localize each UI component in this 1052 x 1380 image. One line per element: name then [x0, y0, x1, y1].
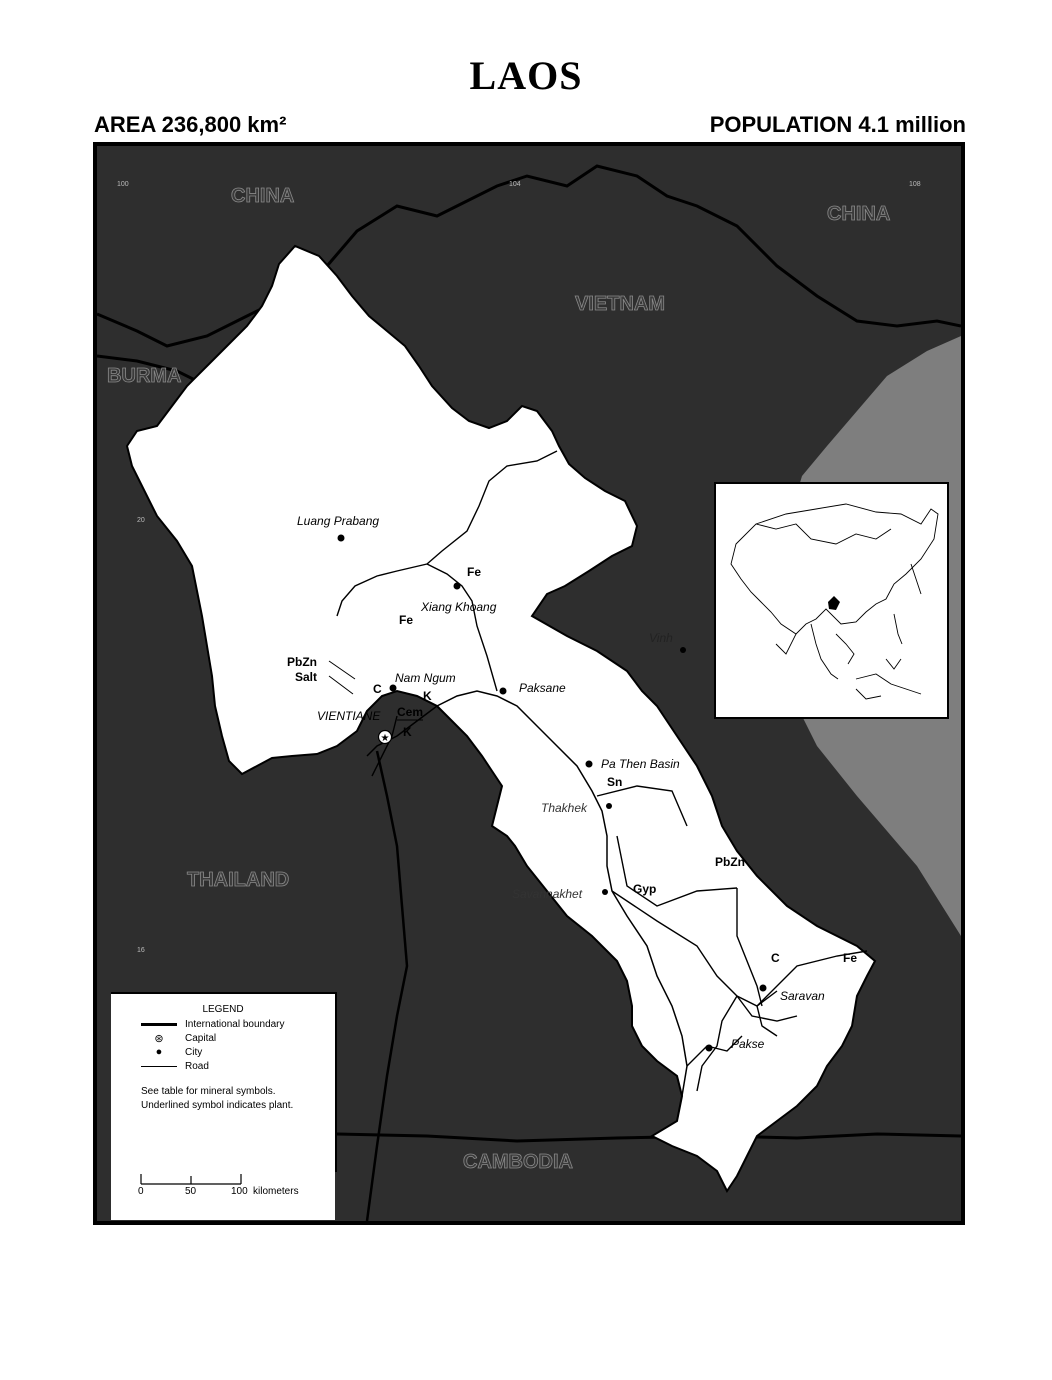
country-vietnam: VIETNAM	[575, 293, 665, 315]
mineral-fe-xiang: Fe	[399, 613, 414, 627]
legend-item-capital	[141, 1032, 216, 1044]
city-dot-nam-ngum	[390, 685, 397, 692]
city-saravan: Saravan	[780, 989, 825, 1003]
mineral-fe-east: Fe	[843, 951, 858, 965]
area-stat	[94, 112, 286, 138]
city-dot-savannakhet	[602, 889, 608, 895]
mineral-c-nam: C	[373, 682, 382, 696]
city-dot-vinh	[680, 647, 686, 653]
area-value: 236,800 km²	[161, 112, 287, 137]
city-nam-ngum: Nam Ngum	[395, 671, 456, 685]
legend-title: LEGEND	[202, 1004, 244, 1015]
capital-icon: ⊛	[154, 1032, 164, 1045]
country-cambodia: CAMBODIA	[463, 1151, 573, 1173]
map-frame	[93, 142, 965, 1225]
city-dot-icon: ●	[155, 1046, 163, 1058]
coord-108: 108	[909, 181, 921, 188]
country-thailand: THAILAND	[187, 869, 290, 891]
legend	[111, 992, 337, 1172]
city-dot-saravan	[760, 985, 767, 992]
scale-tick-100: 100	[231, 1186, 248, 1197]
country-burma: BURMA	[107, 365, 182, 387]
scale-unit: kilometers	[253, 1186, 299, 1197]
population-value: 4.1 million	[858, 112, 966, 137]
population-stat	[710, 112, 966, 138]
road-swatch	[141, 1066, 177, 1067]
mineral-sn: Sn	[607, 775, 623, 789]
city-dot-pakse	[706, 1045, 713, 1052]
legend-note-plant: Underlined symbol indicates plant.	[141, 1100, 294, 1111]
legend-item-international-boundary	[141, 1018, 285, 1030]
thailand-boundary	[367, 751, 407, 1221]
city-vinh: Vinh	[649, 631, 673, 645]
city-savannakhet: Savannakhet	[512, 887, 583, 901]
coord-20: 20	[137, 517, 145, 524]
coord-104: 104	[509, 181, 521, 188]
china-vietnam-boundary	[97, 166, 961, 346]
mineral-salt: Salt	[295, 670, 318, 684]
inset-canvas	[716, 484, 947, 717]
mineral-k-north: K	[423, 689, 432, 703]
mineral-c-south: C	[771, 951, 780, 965]
map-title: LAOS	[469, 53, 583, 98]
scale-bar	[111, 1170, 335, 1220]
legend-note-minerals: See table for mineral symbols.	[141, 1086, 276, 1097]
mineral-gyp: Gyp	[633, 882, 657, 896]
scale-tick-0: 0	[138, 1186, 144, 1197]
inset-laos-highlight	[828, 596, 840, 610]
city-dot-paksane	[500, 688, 507, 695]
city-pa-then-basin: Pa Then Basin	[601, 757, 680, 771]
coord-16: 16	[137, 947, 145, 954]
legend-label-road: Road	[185, 1060, 209, 1072]
legend-item-city	[141, 1046, 202, 1058]
capital-star-icon: ★	[380, 733, 390, 744]
legend-item-road	[141, 1060, 209, 1072]
scale-bar-graphic	[111, 1170, 335, 1200]
mineral-fe-north: Fe	[467, 565, 482, 579]
mineral-cem: Cem	[397, 705, 424, 719]
legend-label-capital: Capital	[185, 1032, 217, 1044]
mineral-pbzn-west: PbZn	[287, 655, 317, 669]
population-label: POPULATION	[709, 112, 853, 137]
city-paksane: Paksane	[519, 681, 566, 695]
city-dot-pa-then-basin	[586, 761, 593, 768]
area-label: AREA	[94, 112, 156, 137]
country-china-west: CHINA	[231, 185, 295, 207]
international-boundary-swatch	[141, 1023, 177, 1026]
city-pakse: Pakse	[731, 1037, 765, 1051]
city-dot-xiang-khoang	[454, 583, 461, 590]
scale-tick-50: 50	[185, 1186, 197, 1197]
legend-label-city: City	[185, 1046, 203, 1058]
inset-locator-map	[714, 482, 949, 719]
mineral-k-south: K	[403, 725, 412, 739]
city-vientiane: VIENTIANE	[317, 709, 381, 723]
city-dot-luang-prabang	[338, 535, 345, 542]
city-xiang-khoang: Xiang Khoang	[421, 600, 497, 614]
country-china-east: CHINA	[827, 203, 891, 225]
legend-label-boundary: International boundary	[185, 1018, 285, 1030]
cambodia-boundary	[337, 1134, 961, 1141]
mineral-pbzn-south: PbZn	[715, 855, 745, 869]
city-thakhek: Thakhek	[541, 801, 588, 815]
city-dot-thakhek	[606, 803, 612, 809]
city-luang-prabang: Luang Prabang	[297, 514, 380, 528]
coord-100: 100	[117, 181, 129, 188]
